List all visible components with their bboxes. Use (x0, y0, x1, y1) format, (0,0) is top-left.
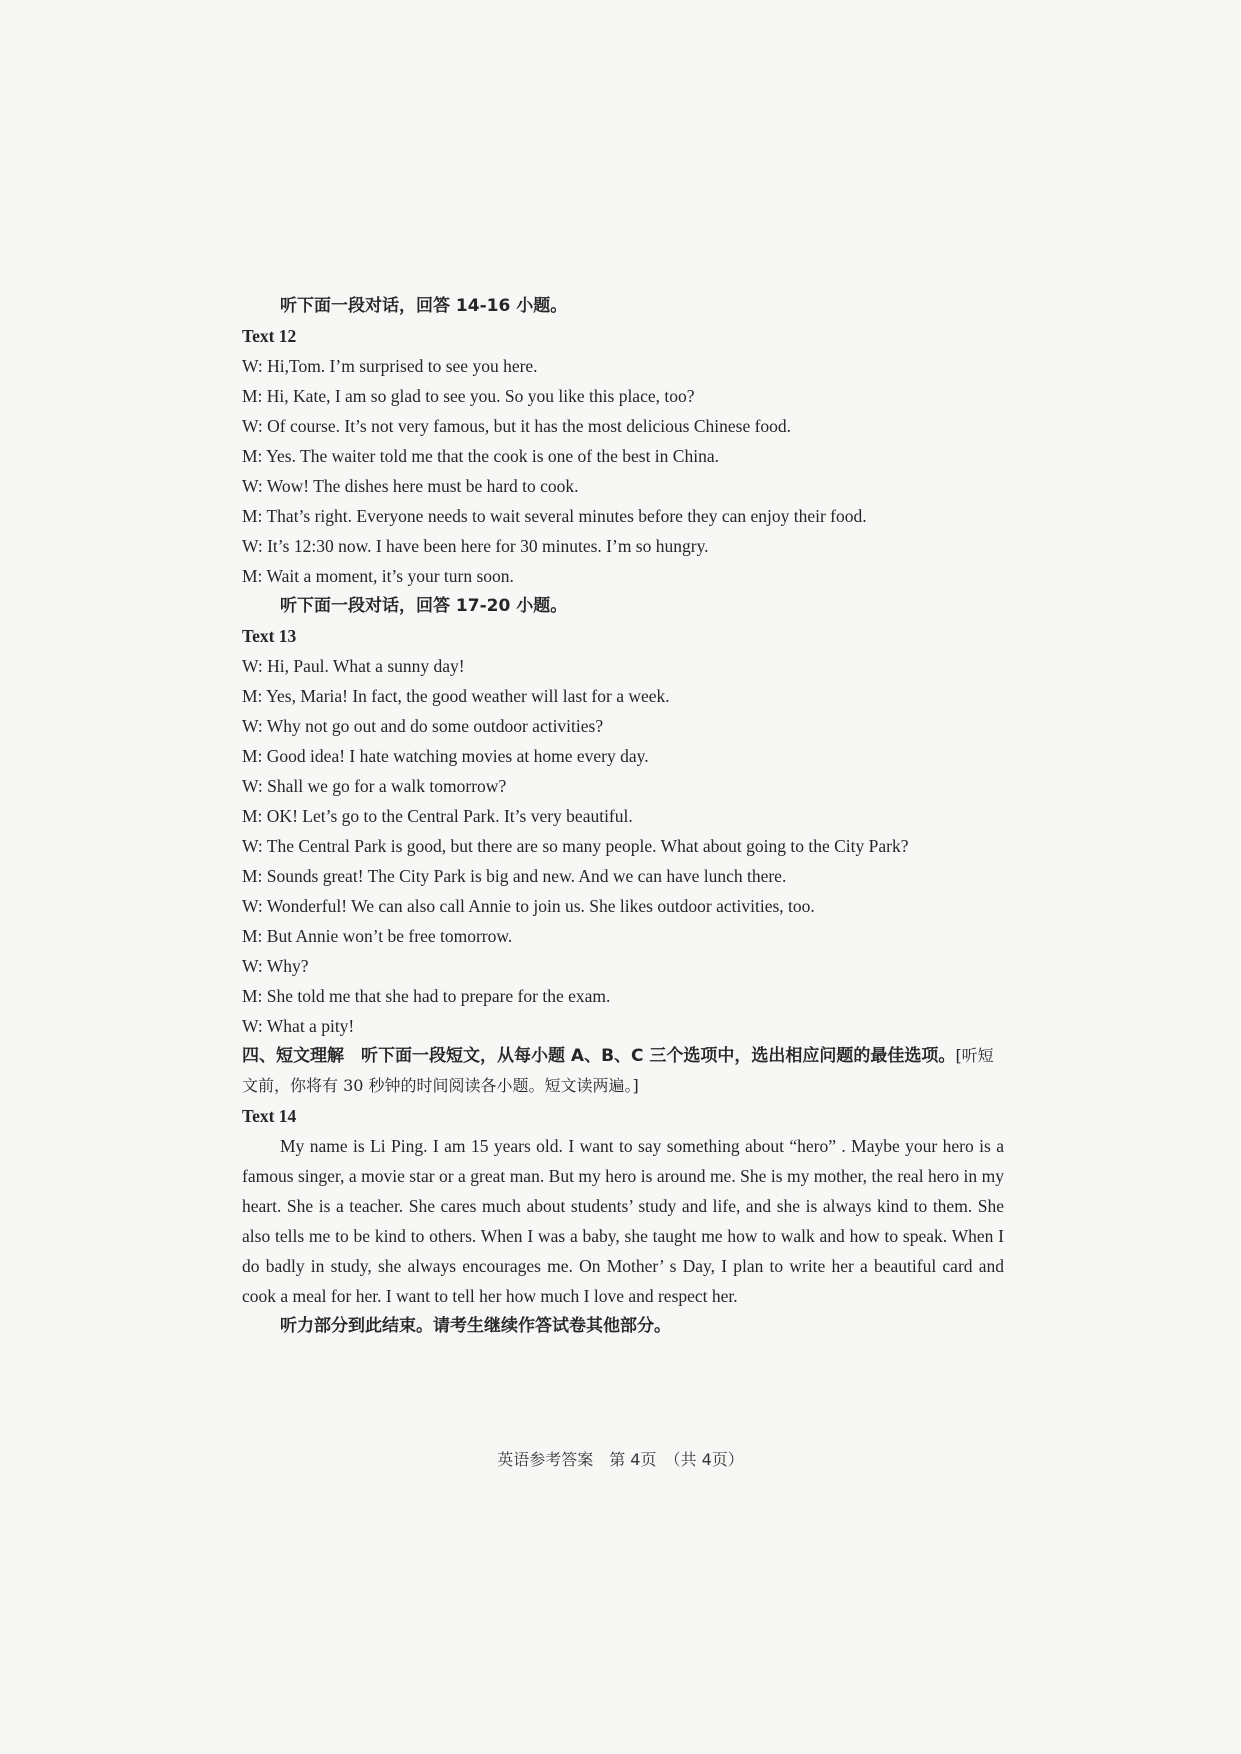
dialogue-line: M: OK! Let’s go to the Central Park. It’s very beautiful. (242, 806, 633, 826)
dialogue-line: M: Yes, Maria! In fact, the good weather will last for a week. (242, 686, 670, 706)
dialogue-line: M: Sounds great! The City Park is big and new. And we can have lunch there. (242, 866, 787, 886)
text-12-dialogue (242, 351, 1004, 591)
dialogue-line: M: She told me that she had to prepare for the exam. (242, 986, 611, 1006)
section-four-note: [听短文前，你将有 30 秒钟的时间阅读各小题。短文读两遍。] (242, 1046, 994, 1095)
dialogue-line: W: Hi,Tom. I’m surprised to see you here. (242, 356, 538, 376)
section-instruction-17-20: 听下面一段对话，回答 17-20 小题。 (280, 596, 568, 616)
dialogue-line: W: Wow! The dishes here must be hard to cook. (242, 476, 579, 496)
dialogue-line: W: The Central Park is good, but there are so many people. What about going to the City Park? (242, 836, 909, 856)
text-14-passage: My name is Li Ping. I am 15 years old. I want to say something about “hero” . Maybe your hero is a famous singer, a movie star or a great man. But my hero is around me. She is my mother, the real hero in my heart. She is a teacher. She cares much about students’ study and life, and she is always kind to them. She also tells me to be kind to others. When I was a baby, she taught me how to walk and how to speak. When I do badly in study, she always encourages me. On Mother’ s Day, I plan to write her a beautiful card and cook a meal for her. I want to tell her how much I love and respect her. (242, 1136, 1004, 1306)
dialogue-line: W: Of course. It’s not very famous, but it has the most delicious Chinese food. (242, 416, 792, 436)
text-14-title: Text 14 (242, 1106, 297, 1126)
dialogue-line: W: Shall we go for a walk tomorrow? (242, 776, 507, 796)
page-footer: 英语参考答案 第 4页 （共 4页） (497, 1450, 744, 1469)
dialogue-line: W: It’s 12:30 now. I have been here for 30 minutes. I’m so hungry. (242, 536, 709, 556)
dialogue-line: M: Good idea! I hate watching movies at home every day. (242, 746, 649, 766)
dialogue-line: W: Hi, Paul. What a sunny day! (242, 656, 465, 676)
listening-script (242, 291, 1004, 1341)
section-instruction-14-16: 听下面一段对话，回答 14-16 小题。 (280, 296, 568, 316)
dialogue-line: M: Wait a moment, it’s your turn soon. (242, 566, 514, 586)
closing-instruction: 听力部分到此结束。请考生继续作答试卷其他部分。 (280, 1316, 671, 1336)
section-four-heading (242, 1041, 1004, 1101)
dialogue-line: W: Why? (242, 956, 309, 976)
dialogue-line: W: What a pity! (242, 1016, 355, 1036)
section-four-instruction: 四、短文理解 听下面一段短文，从每小题 A、B、C 三个选项中，选出相应问题的最佳选项。 (242, 1046, 956, 1066)
text-13-title: Text 13 (242, 626, 297, 646)
text-13-dialogue (242, 651, 1004, 1041)
text-12-title: Text 12 (242, 326, 297, 346)
dialogue-line: M: But Annie won’t be free tomorrow. (242, 926, 513, 946)
dialogue-line: M: That’s right. Everyone needs to wait several minutes before they can enjoy their food. (242, 506, 867, 526)
dialogue-line: M: Yes. The waiter told me that the cook is one of the best in China. (242, 446, 719, 466)
dialogue-line: M: Hi, Kate, I am so glad to see you. So you like this place, too? (242, 386, 695, 406)
dialogue-line: W: Why not go out and do some outdoor activities? (242, 716, 604, 736)
dialogue-line: W: Wonderful! We can also call Annie to join us. She likes outdoor activities, too. (242, 896, 815, 916)
